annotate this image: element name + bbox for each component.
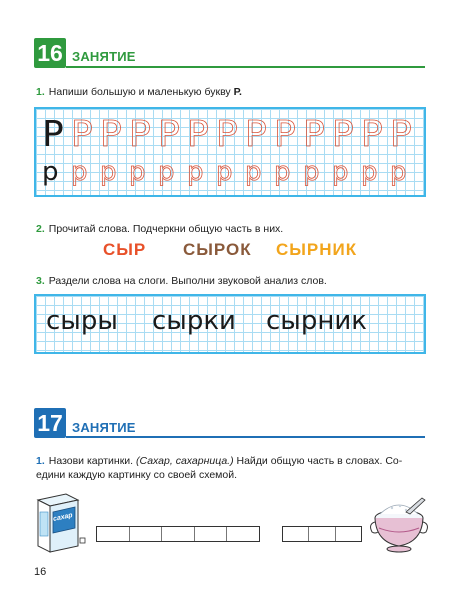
task-text: Найди общую часть в словах. Со- — [233, 455, 403, 467]
letter-writing-grid[interactable] — [34, 107, 426, 197]
trace-letter: р — [187, 157, 204, 187]
scheme-cell — [130, 527, 163, 541]
big-letter-row — [42, 114, 419, 155]
lesson-title: ЗАНЯТИЕ — [72, 420, 136, 435]
lesson17-task-1-instruction — [36, 454, 428, 482]
scheme-cell — [336, 527, 361, 541]
task-number: 2. — [36, 223, 45, 235]
trace-letter: Р — [71, 114, 93, 155]
trace-letter: Р — [216, 114, 238, 155]
trace-letter: р — [100, 157, 117, 187]
task-text: Назови картинки. — [48, 455, 137, 467]
task-1-instruction — [36, 85, 242, 99]
sugar-box-picture[interactable] — [34, 488, 86, 554]
trace-letter: р — [216, 157, 233, 187]
word-syrok: СЫРОК — [183, 240, 252, 259]
trace-letter: р — [71, 157, 88, 187]
trace-letter: Р — [245, 114, 267, 155]
task-number: 1. — [36, 455, 45, 467]
word-scheme-2[interactable] — [282, 526, 362, 542]
trace-letter: р — [361, 157, 378, 187]
sample-letter: р — [42, 157, 59, 187]
scheme-cell — [195, 527, 228, 541]
word-syrnik: СЫРНИК — [276, 240, 358, 259]
hand-word-3: сырник — [266, 306, 367, 336]
sugar-bowl-icon — [368, 494, 430, 554]
header-rule — [66, 436, 425, 438]
small-letter-row — [42, 159, 419, 185]
task-text: едини каждую картинку со своей схемой. — [36, 469, 238, 481]
trace-letter: р — [274, 157, 291, 187]
header-rule — [66, 66, 425, 68]
task-text: Прочитай слова. Подчеркни общую часть в них. — [48, 223, 284, 235]
trace-letter: р — [245, 157, 262, 187]
scheme-cell — [309, 527, 335, 541]
trace-letter: р — [332, 157, 349, 187]
trace-letter: Р — [100, 114, 122, 155]
word-scheme-1[interactable] — [96, 526, 260, 542]
task-hint: (Сахар, сахарница.) — [136, 455, 234, 467]
page-number: 16 — [34, 566, 47, 578]
task-3-instruction — [36, 274, 327, 288]
scheme-cell — [227, 527, 259, 541]
trace-letter: р — [303, 157, 320, 187]
sample-letter: Р — [42, 114, 64, 155]
trace-letter: Р — [390, 114, 412, 155]
lesson-number-badge: 16 — [34, 38, 66, 68]
task-text: Напиши большую и маленькую букву — [48, 86, 234, 98]
hand-word-2: сырки — [152, 306, 236, 336]
trace-letter: Р — [274, 114, 296, 155]
trace-letter: р — [390, 157, 407, 187]
trace-letter: Р — [361, 114, 383, 155]
scheme-cell — [97, 527, 130, 541]
task-text: Раздели слова на слоги. Выполни звуковой анализ слов. — [48, 275, 327, 287]
trace-letter: р — [129, 157, 146, 187]
word-writing-grid[interactable] — [34, 294, 426, 354]
task-number: 3. — [36, 275, 45, 287]
trace-letter: Р — [129, 114, 151, 155]
task-letter: Р. — [233, 86, 242, 98]
trace-letter: Р — [158, 114, 180, 155]
task-2-instruction — [36, 222, 283, 236]
trace-letter: р — [158, 157, 175, 187]
lesson-number-badge: 17 — [34, 408, 66, 438]
word-syr: СЫР — [103, 240, 147, 259]
scheme-cell — [283, 527, 309, 541]
trace-letter: Р — [187, 114, 209, 155]
hand-word-1: сыры — [46, 306, 118, 336]
trace-letter: Р — [303, 114, 325, 155]
trace-letter: Р — [332, 114, 354, 155]
sugar-bowl-picture[interactable] — [368, 494, 430, 554]
scheme-cell — [162, 527, 195, 541]
lesson-title: ЗАНЯТИЕ — [72, 49, 136, 64]
sugar-box-label: сахар — [52, 512, 74, 523]
task-number: 1. — [36, 86, 45, 98]
